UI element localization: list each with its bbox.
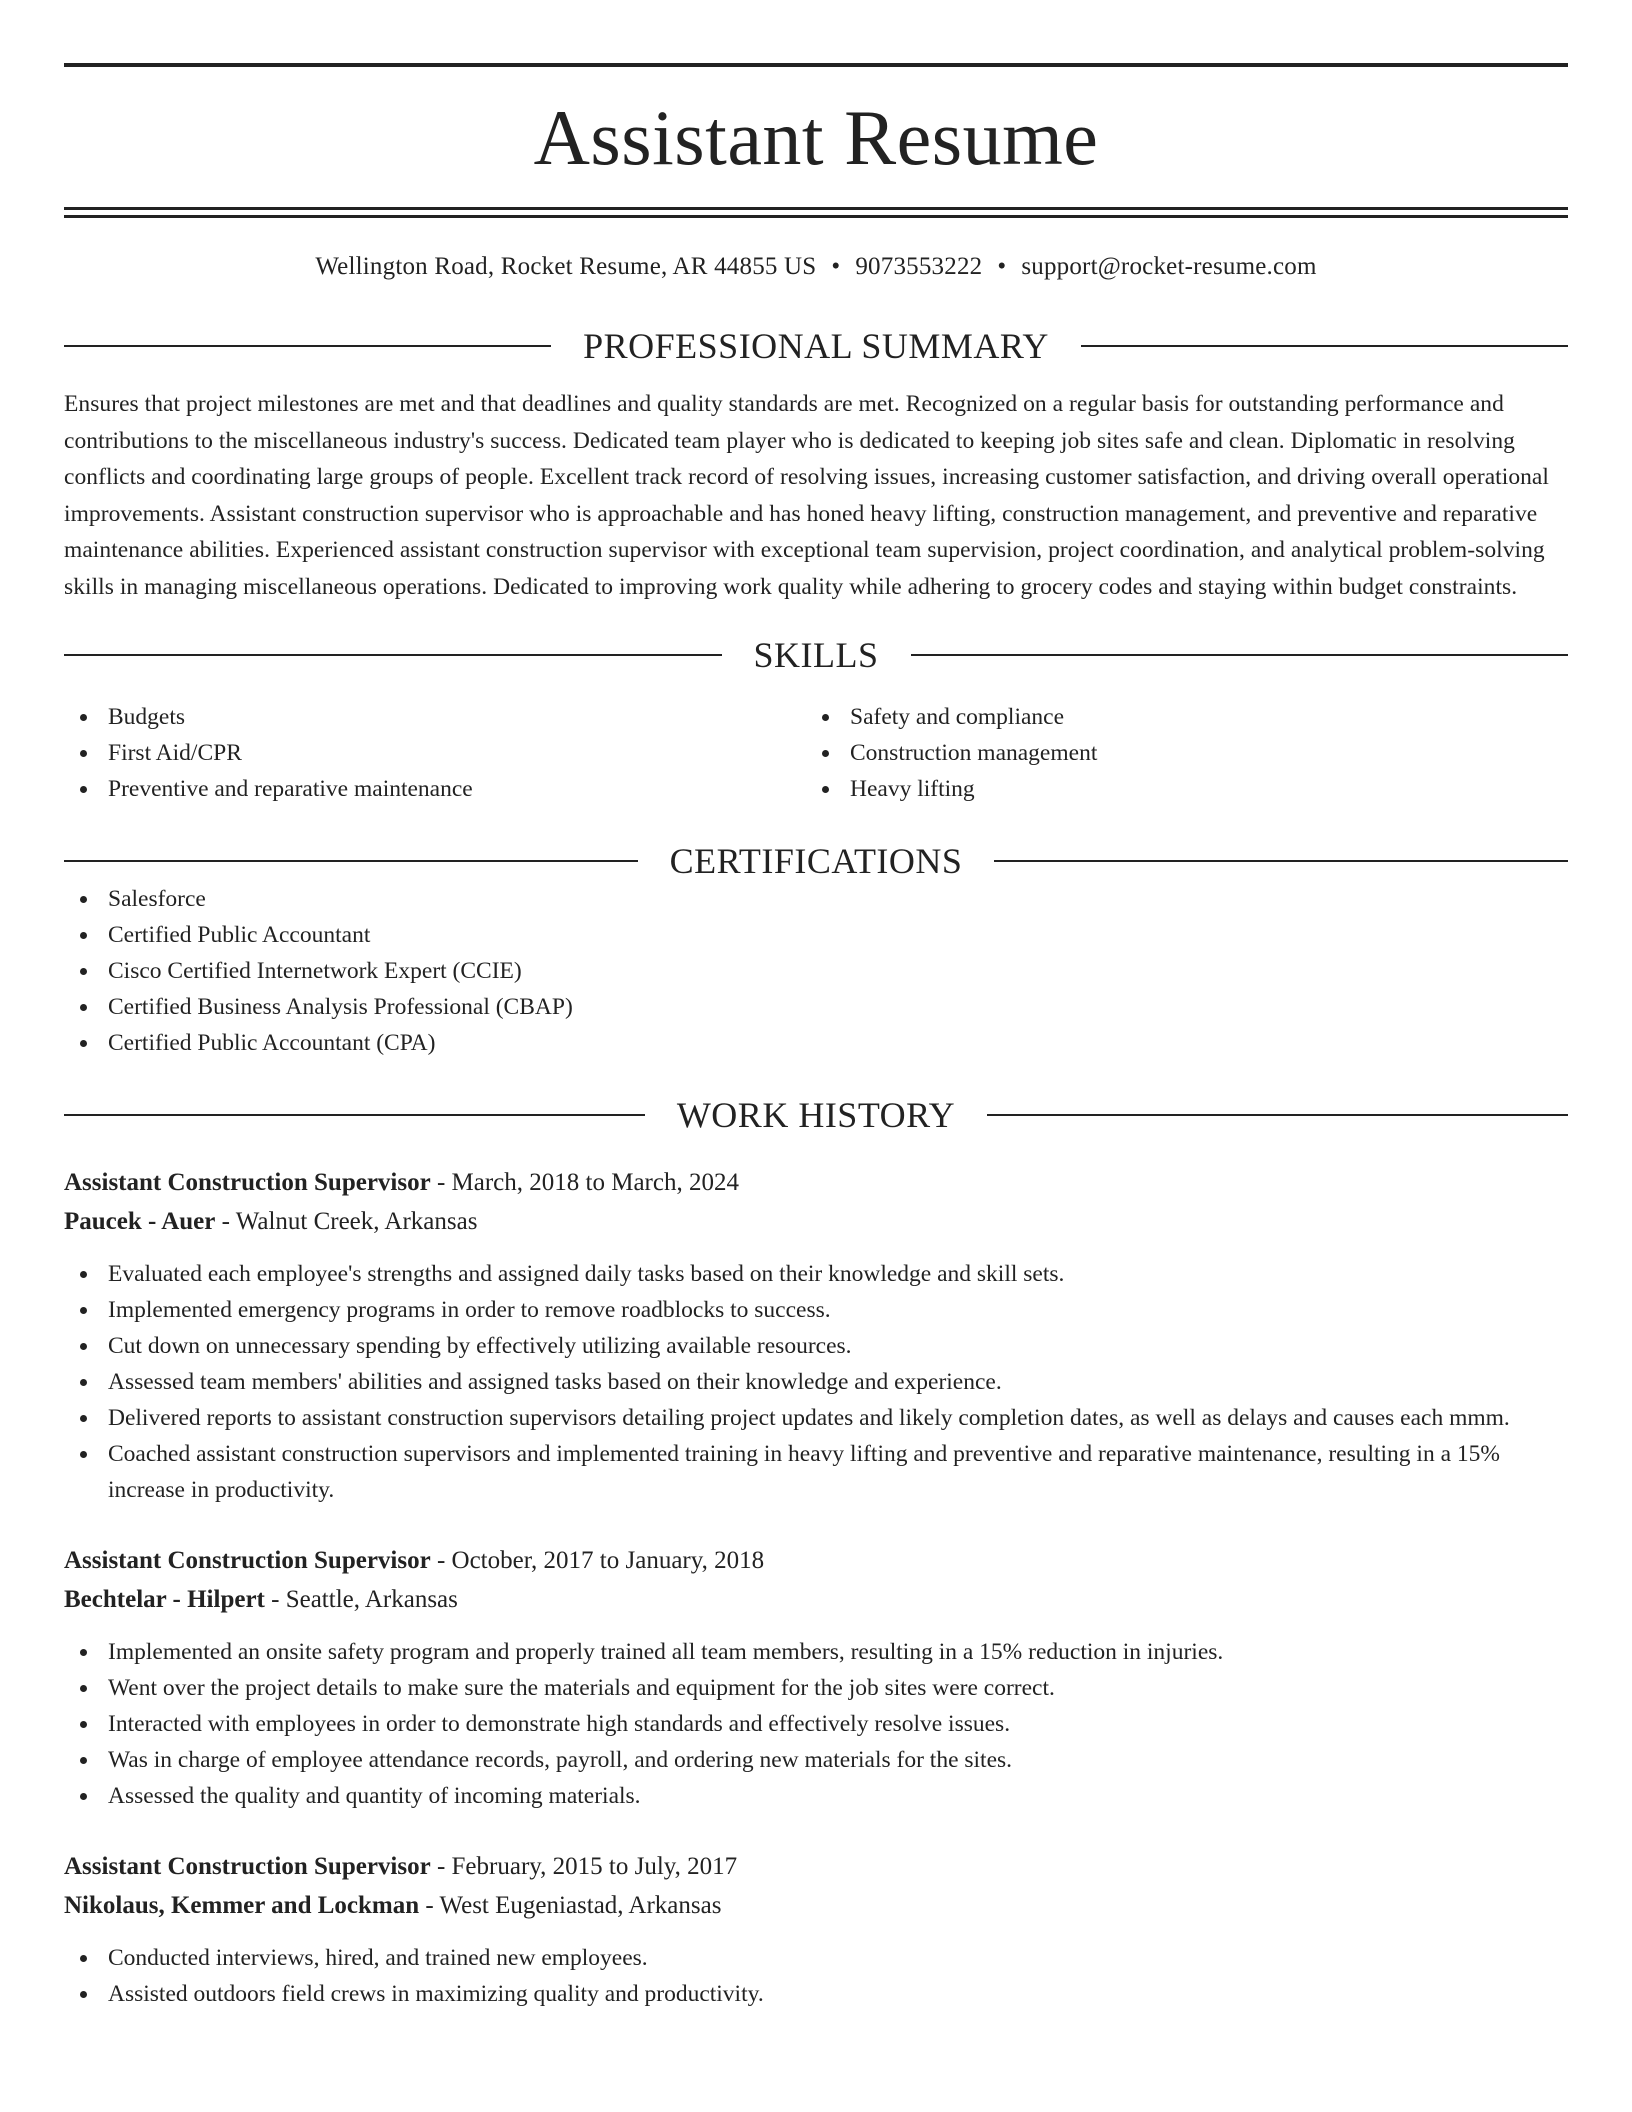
job-duty-item: Was in charge of employee attendance records, payroll, and ordering new materials for the sites. [64, 1742, 1568, 1778]
heading-rule-left [64, 860, 638, 862]
job-duty-item: Cut down on unnecessary spending by effectively utilizing available resources. [64, 1328, 1568, 1364]
certifications-heading-label: CERTIFICATIONS [669, 841, 963, 881]
contact-line [64, 252, 1568, 282]
job-title: Assistant Construction Supervisor [64, 1547, 431, 1574]
contact-email: support@rocket-resume.com [1021, 253, 1317, 280]
skills-list-left [64, 699, 806, 807]
skill-item: Preventive and reparative maintenance [64, 771, 806, 807]
job-company: Bechtelar - Hilpert [64, 1586, 265, 1613]
job-location: - Seattle, Arkansas [264, 1586, 458, 1613]
job-duties-list [64, 1634, 1568, 1814]
job-title: Assistant Construction Supervisor [64, 1853, 431, 1880]
job-duty-item: Implemented emergency programs in order to remove roadblocks to success. [64, 1292, 1568, 1328]
job-title: Assistant Construction Supervisor [64, 1169, 431, 1196]
job-title-line [64, 1163, 1568, 1202]
job-duty-item: Interacted with employees in order to demonstrate high standards and effectively resolve issues. [64, 1706, 1568, 1742]
job-duty-item: Assessed the quality and quantity of incoming materials. [64, 1778, 1568, 1814]
work-history-heading-label: WORK HISTORY [676, 1095, 956, 1135]
certifications-list [64, 881, 1568, 1061]
contact-address: Wellington Road, Rocket Resume, AR 44855 US [315, 253, 817, 280]
title-double-rule [64, 207, 1568, 218]
job-company: Paucek - Auer [64, 1208, 216, 1235]
work-history-section-heading [64, 1095, 1568, 1135]
job-title-line [64, 1847, 1568, 1886]
job-duties-list [64, 1940, 1568, 2012]
job-duty-item: Went over the project details to make sure the materials and equipment for the job sites were correct. [64, 1670, 1568, 1706]
job-duty-item: Coached assistant construction supervisors and implemented training in heavy lifting and preventive and reparative maintenance, resulting in a 15% increase in productivity. [64, 1436, 1568, 1508]
certifications-section-heading [64, 841, 1568, 881]
skills-section-heading [64, 635, 1568, 675]
top-rule [64, 63, 1568, 67]
job-duties-list [64, 1256, 1568, 1508]
job-duty-item: Assisted outdoors field crews in maximizing quality and productivity. [64, 1976, 1568, 2012]
job-duty-item: Evaluated each employee's strengths and assigned daily tasks based on their knowledge and skill sets. [64, 1256, 1568, 1292]
job-location: - Walnut Creek, Arkansas [215, 1208, 478, 1235]
heading-rule-right [1081, 345, 1568, 347]
heading-rule-right [994, 860, 1568, 862]
skill-item: Budgets [64, 699, 806, 735]
job-dates: - March, 2018 to March, 2024 [430, 1169, 739, 1196]
heading-rule-right [911, 654, 1569, 656]
job-company: Nikolaus, Kemmer and Lockman [64, 1892, 420, 1919]
summary-section-heading [64, 326, 1568, 366]
job-entry [64, 1163, 1568, 1508]
contact-separator: • [997, 253, 1007, 280]
job-duty-item: Conducted interviews, hired, and trained new employees. [64, 1940, 1568, 1976]
certification-item: Certified Business Analysis Professional (CBAP) [64, 989, 1568, 1025]
job-dates: - October, 2017 to January, 2018 [430, 1547, 765, 1574]
job-duty-item: Assessed team members' abilities and assigned tasks based on their knowledge and experience. [64, 1364, 1568, 1400]
job-title-line [64, 1541, 1568, 1580]
certification-item: Cisco Certified Internetwork Expert (CCIE) [64, 953, 1568, 989]
skills-list-right [806, 699, 1548, 807]
heading-rule-right [987, 1114, 1568, 1116]
job-duty-item: Delivered reports to assistant construction supervisors detailing project updates and likely completion dates, as well as delays and causes each mmm. [64, 1400, 1568, 1436]
heading-rule-left [64, 1114, 645, 1116]
job-location: - West Eugeniastad, Arkansas [419, 1892, 722, 1919]
summary-paragraph: Ensures that project milestones are met and that deadlines and quality standards are met. Recognized on a regular basis for outstanding performance and contributions to the miscellaneous industry's success. Dedicated team player who is dedicated to keeping job sites safe and clean. Diplomatic in resolving conflicts and coordinating large groups of people. Excellent track record of resolving issues, increasing customer satisfaction, and driving overall operational improvements. Assistant construction supervisor who is approachable and has honed heavy lifting, construction management, and preventive and reparative maintenance abilities. Experienced assistant construction supervisor with exceptional team supervision, project coordination, and analytical problem-solving skills in managing miscellaneous operations. Dedicated to improving work quality while adhering to grocery codes and staying within budget constraints. [64, 391, 1549, 600]
summary-heading-label: PROFESSIONAL SUMMARY [583, 326, 1049, 366]
certification-item: Certified Public Accountant [64, 917, 1568, 953]
contact-separator: • [831, 253, 841, 280]
job-entry [64, 1847, 1568, 2012]
certification-item: Salesforce [64, 881, 1568, 917]
job-company-line [64, 1580, 1568, 1619]
page-title: Assistant Resume [533, 94, 1099, 181]
job-duty-item: Implemented an onsite safety program and properly trained all team members, resulting in a 15% reduction in injuries. [64, 1634, 1568, 1670]
job-company-line [64, 1886, 1568, 1925]
certification-item: Certified Public Accountant (CPA) [64, 1025, 1568, 1061]
heading-rule-left [64, 654, 722, 656]
job-entry [64, 1541, 1568, 1814]
skills-heading-label: SKILLS [753, 635, 879, 675]
skill-item: Construction management [806, 735, 1548, 771]
skill-item: Safety and compliance [806, 699, 1548, 735]
contact-phone: 9073553222 [855, 253, 983, 280]
job-company-line [64, 1202, 1568, 1241]
skills-grid [64, 699, 1568, 807]
heading-rule-left [64, 345, 551, 347]
skill-item: First Aid/CPR [64, 735, 806, 771]
job-dates: - February, 2015 to July, 2017 [430, 1853, 738, 1880]
resume-page [64, 0, 1568, 2012]
skill-item: Heavy lifting [806, 771, 1548, 807]
